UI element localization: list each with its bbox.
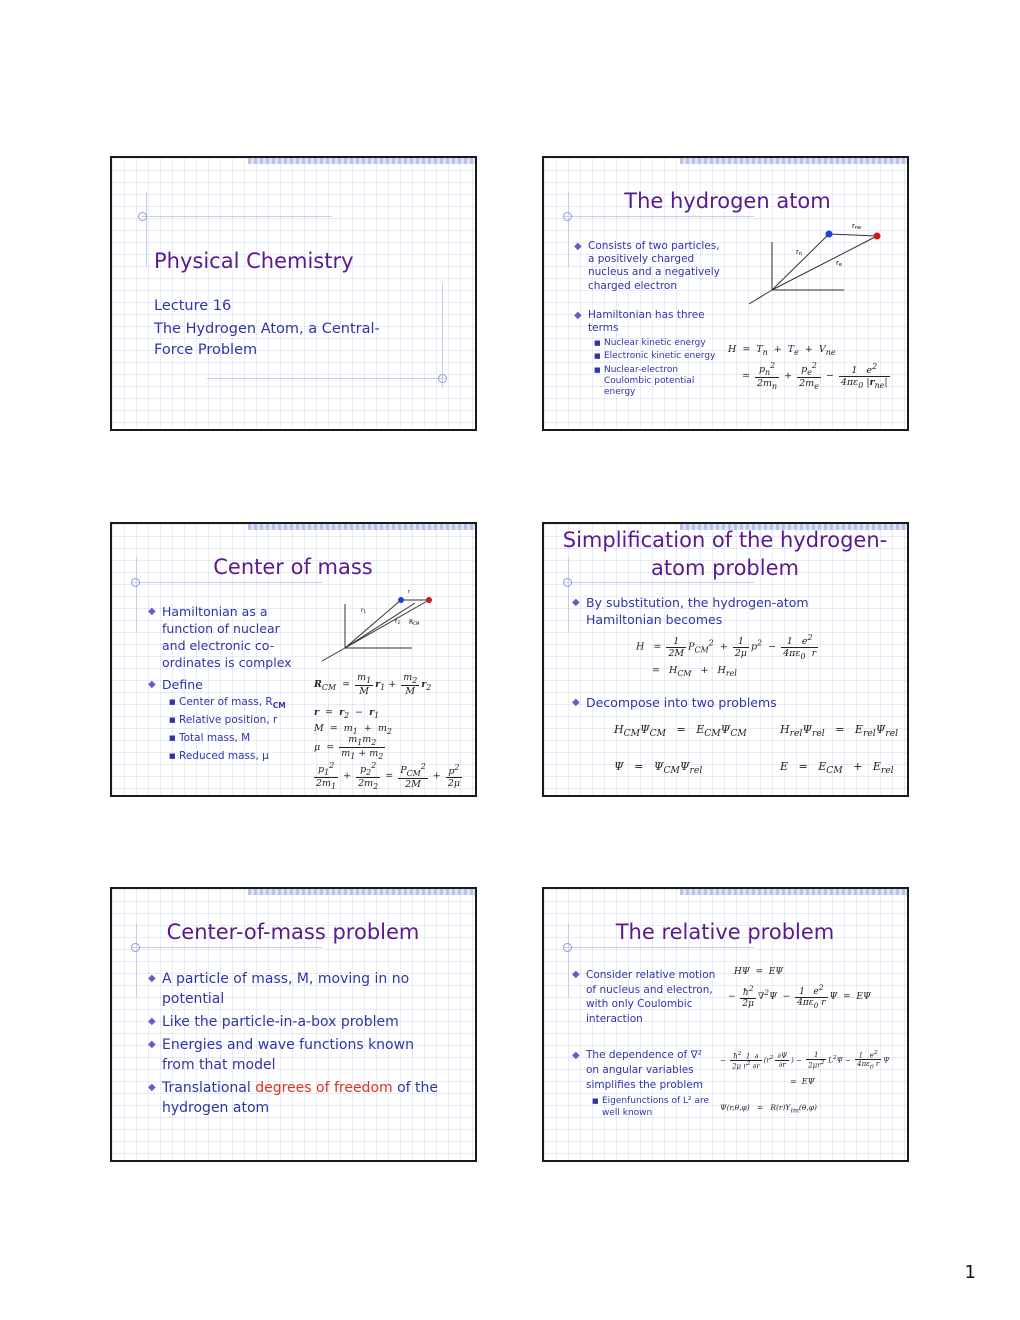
sub-text: Electronic kinetic energy (604, 351, 716, 361)
bullet-translational (148, 1078, 452, 1118)
axis-line (322, 648, 345, 661)
vector-r1 (345, 600, 401, 648)
equation-total-mass: $M = m_1 + m_2$ (314, 723, 392, 736)
bullet-text: The dependence of ∇² on angular variables simplifies the problem (586, 1049, 704, 1091)
sub-total-mass (169, 732, 251, 745)
equation-hpsi-epsi: HΨ = EΨ (734, 967, 784, 977)
slide-title-line1: Simplification of the hydrogen- (562, 528, 888, 552)
bullet-text: Define (162, 677, 203, 692)
bullet-text: Consider relative motion of nucleus and electron, with only Coulombic interaction (586, 969, 716, 1025)
axis-line (749, 290, 772, 304)
ornament-ring (138, 212, 147, 221)
electron-dot (874, 233, 881, 240)
vector-diagram (744, 220, 894, 310)
square-bullet-icon: ■ (169, 716, 176, 724)
divider (442, 283, 443, 388)
bullet-text: Translational (162, 1080, 256, 1096)
diamond-bullet-icon: ◆ (572, 1050, 580, 1061)
bullet-hamiltonian (574, 309, 723, 335)
diamond-bullet-icon: ◆ (148, 1016, 156, 1027)
top-band (248, 524, 477, 530)
sub-text: Nuclear-electron Coulombic potential energy (604, 365, 695, 397)
diamond-bullet-icon: ◆ (148, 679, 156, 690)
divider (142, 216, 332, 217)
label-rn: rn (796, 248, 803, 257)
mass1-dot (398, 597, 404, 603)
divider (132, 947, 322, 948)
sub-text: Center of mass, R (179, 696, 273, 708)
top-band (248, 158, 477, 164)
bullet-hamiltonian-complex (148, 603, 302, 671)
lecture-topic-line1: The Hydrogen Atom, a Central- (154, 321, 380, 337)
bullet-particles (574, 240, 723, 293)
equation-hamiltonian-terms: $H = T_n + T_e + V_{ne}$ (728, 344, 836, 357)
equation-cm-schrodinger: $H_{CM}\Psi_{CM} = E_{CM}\Psi_{CM}$ (614, 723, 747, 740)
divider (564, 947, 754, 948)
square-bullet-icon: ■ (169, 734, 176, 742)
equation-h-substituted: H = $\frac{1}{2M}$ $P_{CM}^2$ + $\frac{1}{2\mu}$ $p^2$ − $\frac{1 e^2}{4\pi\varepsilon_0 r}$ (636, 633, 817, 662)
slide-title: The relative problem (615, 920, 835, 944)
divider (207, 378, 447, 379)
bullet-text: Hamiltonian has three terms (588, 309, 705, 335)
sub-text: Relative position, r (179, 714, 278, 726)
sub-text: Nuclear kinetic energy (604, 338, 706, 348)
bullet-text: of the hydrogen atom (162, 1080, 439, 1116)
sub-reduced-mass (169, 750, 269, 763)
divider (564, 582, 754, 583)
diamond-bullet-icon: ◆ (574, 310, 582, 321)
diamond-bullet-icon: ◆ (572, 969, 580, 980)
sub-nuclear-ke (594, 338, 724, 349)
bullet-decompose (572, 694, 777, 711)
sub-text: Reduced mass, μ (179, 750, 269, 762)
top-band (248, 889, 477, 895)
equation-wavefunction-product: $\Psi = \Psi_{CM}\Psi_{rel}$ (614, 760, 703, 777)
square-bullet-icon: ■ (594, 366, 601, 374)
square-bullet-icon: ■ (594, 352, 601, 360)
label-r1: r1 (361, 607, 367, 614)
label-r: r (408, 589, 411, 595)
equation-h-split: = $H_{CM} + H_{rel}$ (652, 665, 737, 678)
page-number: 1 (964, 1262, 976, 1283)
top-band (680, 889, 909, 895)
label-rne: rne (852, 222, 862, 231)
equation-equals-epsi: = EΨ (790, 1077, 815, 1086)
lecture-number: Lecture 16 (154, 298, 232, 314)
equation-separable-wavefunction: $\Psi(r,\theta,\varphi) = R(r)Y_{\ell m}(\theta,\varphi)$ (720, 1103, 817, 1115)
vector-re (772, 236, 877, 290)
bullet-text: Like the particle-in-a-box problem (162, 1014, 399, 1030)
equation-relative-schrodinger: − $\frac{ħ^2}{2\mu}$ ∇$^2$Ψ − $\frac{1 e^2}{4\pi\varepsilon_0 r}$ Ψ = EΨ (728, 983, 871, 1010)
slide-relative-problem (542, 887, 909, 1162)
slide-center-of-mass-problem (110, 887, 477, 1162)
equation-radial-angular: − $\frac{ħ^2 1 \partial}{2\mu r^2 \partial r}$ ($r^2$ $\frac{\partial\Psi}{\partial r}$ ) − $\frac{1}{2\mu r^2}$ $L^2\Psi$ − $\frac{1 e^2}{4\pi\varepsilon_0 r}$ Ψ (720, 1050, 890, 1071)
bullet-particle-in-box (148, 1012, 442, 1032)
sub-center-of-mass (169, 696, 286, 712)
equation-rcm: $R_{CM}$ = $\frac{m_1}{M}$ $r_1$ + $\frac{m_2}{M}$ $r_2$ (314, 672, 432, 697)
bullet-energies-known (148, 1035, 442, 1075)
square-bullet-icon: ■ (592, 1097, 599, 1105)
equation-rel-schrodinger: $H_{rel}\Psi_{rel} = E_{rel}\Psi_{rel}$ (780, 723, 899, 740)
lecture-topic-line2: Force Problem (154, 342, 258, 358)
slide-center-of-mass (110, 522, 477, 797)
equation-hamiltonian-expanded: = $\frac{p_n^2}{2m_n}$ + $\frac{p_e^2}{2m_e}$ − $\frac{1 e^2}{4\pi\varepsilon_0 |r_{ne}|}$ (742, 361, 888, 391)
divider (564, 216, 754, 217)
nucleus-dot (826, 231, 833, 238)
bullet-substitution (572, 594, 826, 628)
vector-rn (772, 234, 829, 290)
diamond-bullet-icon: ◆ (148, 1039, 156, 1050)
bullet-text: Consists of two particles, a positively charged nucleus and a negatively charged electron (588, 240, 720, 292)
slide-title: The hydrogen atom (624, 189, 831, 213)
diamond-bullet-icon: ◆ (574, 241, 582, 252)
label-r2: r2 (395, 618, 401, 625)
vector-rne (829, 234, 877, 236)
bullet-define (148, 676, 203, 693)
sub-coulomb-pe (594, 365, 704, 398)
bullet-relative-motion (572, 968, 726, 1026)
slide-title: Center-of-mass problem (166, 920, 420, 944)
slide-physical-chemistry (110, 156, 477, 431)
mass2-dot (426, 597, 432, 603)
label-rcm: RCM (409, 619, 420, 626)
ornament-ring (438, 374, 447, 383)
bullet-text: Hamiltonian as a function of nuclear and electronic co-ordinates is complex (162, 604, 292, 670)
divider (132, 582, 322, 583)
divider (146, 192, 147, 267)
diamond-bullet-icon: ◆ (148, 1082, 156, 1093)
bullet-text: Energies and wave functions known from that model (162, 1037, 414, 1073)
highlight-text: degrees of freedom (255, 1080, 393, 1096)
slide-title: Center of mass (213, 555, 373, 579)
bullet-text: By substitution, the hydrogen-atom Hamiltonian becomes (586, 595, 809, 627)
bullet-text: A particle of mass, M, moving in no potential (162, 971, 410, 1007)
slide-hydrogen-atom (542, 156, 909, 431)
sub-relative-position (169, 714, 278, 727)
top-band (680, 158, 909, 164)
sub-electronic-ke (594, 351, 724, 362)
com-vector-diagram (317, 586, 447, 666)
sub-text: Total mass, M (179, 732, 251, 744)
sub-text: Eigenfunctions of L² are well known (602, 1096, 710, 1118)
equation-energy-sum: $E = E_{CM} + E_{rel}$ (780, 760, 894, 777)
square-bullet-icon: ■ (169, 752, 176, 760)
diamond-bullet-icon: ◆ (148, 973, 156, 984)
equation-relative-position: $r = r_2 - r_1$ (314, 707, 380, 720)
slide-simplification (542, 522, 909, 797)
slide-title-line2: atom problem (651, 556, 799, 580)
equation-kinetic-energy: $\frac{p_1^2}{2m_1}$ + $\frac{p_2^2}{2m_2}$ = $\frac{P_{CM}^2}{2M}$ + $\frac{p^2}{2\mu}$ (316, 761, 460, 791)
diamond-bullet-icon: ◆ (572, 597, 580, 608)
slide-title: Physical Chemistry (154, 249, 354, 273)
bullet-angular-dependence (572, 1048, 716, 1093)
square-bullet-icon: ■ (169, 698, 176, 706)
bullet-free-particle (148, 969, 442, 1009)
bullet-text: Decompose into two problems (586, 695, 777, 710)
vector-rcm (345, 603, 415, 648)
sub-eigenfunctions (592, 1095, 722, 1119)
diamond-bullet-icon: ◆ (148, 606, 156, 617)
sub-text-subscript: CM (272, 700, 286, 710)
equation-reduced-mass: μ = $\frac{m_1m_2}{m_1 + m_2}$ (314, 734, 384, 761)
diamond-bullet-icon: ◆ (572, 697, 580, 708)
label-re: re (836, 259, 842, 268)
square-bullet-icon: ■ (594, 339, 601, 347)
